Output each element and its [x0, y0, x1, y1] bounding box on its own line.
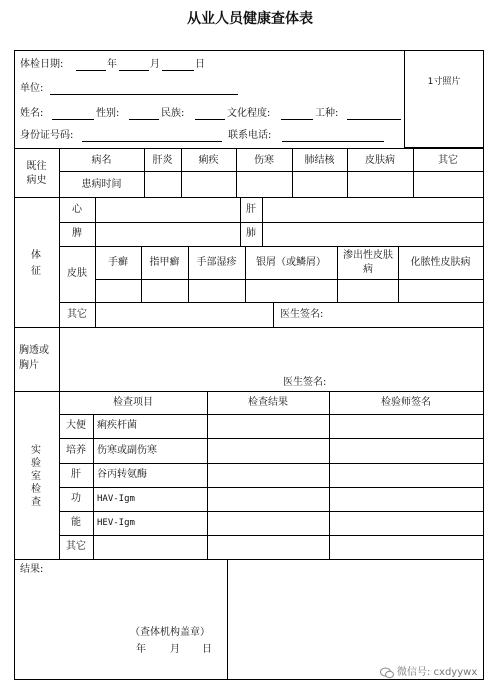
chest-section-label: 胸透或胸片: [19, 345, 49, 371]
lab-col-item-header: 检查项目: [113, 397, 153, 408]
table-right-border: [483, 50, 484, 680]
photo-label: 1寸照片: [427, 77, 461, 87]
skin-col-line: [141, 246, 142, 302]
lab-row-cat: 能: [71, 517, 81, 528]
id-number-label: 身份证号码:: [20, 130, 74, 141]
skin-bottom-line: [59, 302, 484, 303]
gender-label: 性别:: [96, 108, 120, 119]
gender-field[interactable]: [129, 119, 159, 120]
history-disease-tb: 肺结核: [304, 155, 335, 166]
table-left-border: [14, 50, 15, 680]
history-disease-dysentery: 痢疾: [198, 155, 219, 166]
result-year-label: 年: [136, 644, 146, 655]
result-month-label: 月: [170, 644, 180, 655]
lab-row-cat: 其它: [66, 541, 86, 552]
lab-row-item: 伤寒或副伤寒: [97, 445, 157, 456]
ethnicity-label: 民族:: [161, 108, 185, 119]
lab-row-cat: 肝: [71, 469, 81, 480]
lab-row-line: [59, 463, 484, 464]
name-label: 姓名:: [20, 108, 44, 119]
physical-section-label: 体征: [31, 250, 41, 277]
year-label: 年: [107, 59, 117, 70]
history-onset-label: 患病时间: [81, 179, 122, 190]
physical-doctor-sign: 医生签名:: [280, 309, 324, 320]
lab-row-line: [59, 511, 484, 512]
lab-row-cat: 大便: [66, 420, 86, 431]
lab-header-line: [59, 414, 484, 415]
skin-mid-line: [95, 279, 484, 280]
lab-sign-col-line: [329, 391, 330, 559]
history-disease-hepatitis: 肝炎: [152, 155, 173, 166]
physical-other-label: 其它: [67, 309, 87, 320]
lab-bottom-line: [14, 559, 484, 560]
table-bottom-border: [14, 679, 484, 680]
history-mid-line: [59, 171, 484, 172]
lab-row-item: HAV-Igm: [97, 494, 135, 504]
lab-row-line: [59, 535, 484, 536]
heart-label: 心: [72, 204, 82, 215]
spleen-label: 脾: [72, 228, 82, 239]
education-label: 文化程度:: [227, 108, 271, 119]
skin-label: 皮肤: [67, 268, 87, 279]
job-field[interactable]: [347, 119, 401, 120]
lab-row-item: HEV-Igm: [97, 518, 135, 528]
wechat-icon: [380, 667, 394, 679]
skin-item-hand-eczema: 手部湿疹: [196, 257, 237, 268]
result-divider-line: [227, 559, 228, 679]
lab-col-result-header: 检查结果: [248, 397, 288, 408]
skin-col-line: [337, 246, 338, 302]
unit-field[interactable]: [50, 94, 238, 95]
skin-col-line: [245, 246, 246, 302]
liver-lung-val-line: [262, 197, 263, 246]
skin-item-onychomycosis: 指甲癣: [149, 257, 180, 268]
exam-month-field[interactable]: [119, 70, 149, 71]
exam-year-field[interactable]: [76, 70, 106, 71]
table-top-border: [14, 50, 484, 51]
name-field[interactable]: [52, 119, 94, 120]
skin-item-psoriasis: 银屑（或鳞屑）: [256, 257, 326, 268]
unit-label: 单位:: [20, 83, 44, 94]
exam-day-field[interactable]: [162, 70, 194, 71]
watermark-text: 微信号: cxdyywx: [397, 667, 478, 678]
history-section-text: 既往病史: [26, 161, 47, 186]
chest-bottom-line: [14, 391, 484, 392]
skin-item-exudative: 渗出性皮肤病: [343, 250, 393, 275]
lab-col-sign-header: 检验师签名: [381, 397, 431, 408]
lung-label: 肺: [246, 228, 256, 239]
lab-row-line: [59, 438, 484, 439]
chest-doctor-sign: 医生签名:: [283, 377, 327, 388]
month-label: 月: [150, 59, 160, 70]
history-disease-header: 病名: [91, 155, 112, 166]
heart-row-line: [59, 222, 484, 223]
result-day-label: 日: [202, 644, 212, 655]
lab-result-col-line: [207, 391, 208, 559]
job-label: 工种:: [315, 108, 339, 119]
skin-item-purulent: 化脓性皮肤病: [410, 257, 471, 268]
lab-row-item: 痢疾杆菌: [97, 420, 137, 431]
other-sign-col-line: [273, 302, 274, 327]
history-disease-other: 其它: [438, 155, 458, 166]
education-field[interactable]: [281, 119, 313, 120]
photo-box-left: [404, 50, 405, 148]
day-label: 日: [195, 59, 205, 70]
ethnicity-field[interactable]: [195, 119, 225, 120]
history-disease-skin: 皮肤病: [365, 155, 395, 166]
phone-label: 联系电话:: [228, 130, 272, 141]
stamp-label: （查体机构盖章）: [130, 627, 210, 638]
phone-field[interactable]: [282, 141, 384, 142]
lab-row-line: [59, 487, 484, 488]
form-title: 从业人员健康查体表: [187, 11, 313, 27]
history-bottom-line: [14, 197, 484, 198]
id-number-field[interactable]: [82, 141, 222, 142]
spleen-row-line: [59, 246, 484, 247]
skin-col-line: [398, 246, 399, 302]
liver-label: 肝: [246, 204, 256, 215]
lab-section-label: 实验室检查: [31, 445, 41, 508]
skin-col-line: [188, 246, 189, 302]
skin-item-tinea-manus: 手癣: [108, 257, 128, 268]
result-label: 结果:: [20, 564, 44, 575]
history-section-label: [14, 160, 59, 188]
exam-date-label: 体检日期:: [20, 59, 64, 70]
lab-row-item: 谷丙转氨酶: [97, 469, 147, 480]
lab-row-cat: 培养: [66, 445, 86, 456]
physical-bottom-line: [14, 327, 484, 328]
lab-row-cat: 功: [71, 493, 81, 504]
history-disease-typhoid: 伤寒: [254, 155, 274, 166]
